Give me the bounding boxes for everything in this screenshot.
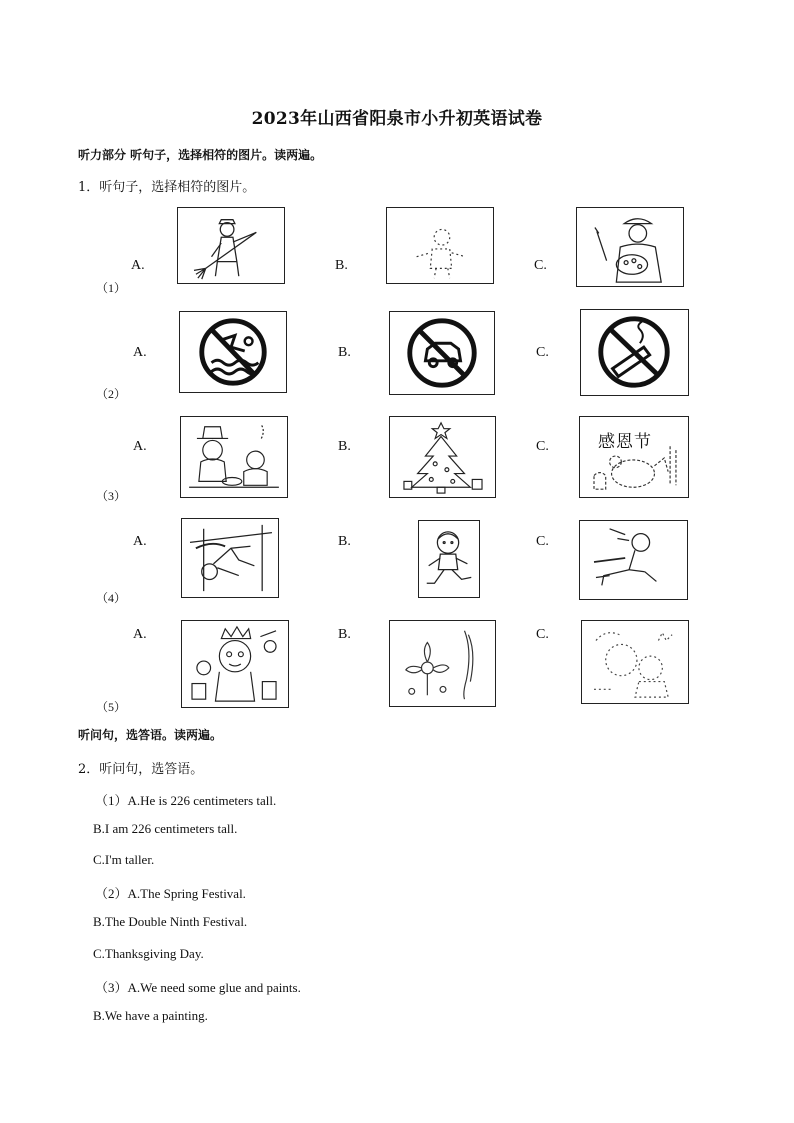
high-jump-illustration xyxy=(182,519,278,597)
picture-christmas-tree[interactable] xyxy=(389,416,496,498)
picture-dotted-figure[interactable] xyxy=(386,207,494,284)
answer-option: C.Thanksgiving Day. xyxy=(93,946,204,961)
answer-option: （3）A.We need some glue and paints. xyxy=(95,980,301,995)
option-letter-a: A. xyxy=(131,258,145,273)
painter-illustration xyxy=(577,208,683,286)
thanksgiving-caption: 感恩节 xyxy=(598,432,652,452)
answer-option: B.I am 226 centimeters tall. xyxy=(93,821,238,836)
option-letter-b: B. xyxy=(335,258,348,273)
answer-option: B.The Double Ninth Festival. xyxy=(93,914,248,929)
row-number: （1） xyxy=(96,281,127,295)
picture-long-jump[interactable] xyxy=(579,520,688,600)
option-letter-b: B. xyxy=(338,439,351,454)
pilgrims-dinner-illustration xyxy=(181,417,287,497)
option-letter-c: C. xyxy=(536,534,549,549)
page-title: 2023年山西省阳泉市小升初英语试卷 xyxy=(251,109,543,129)
no-swimming-sign-icon xyxy=(180,312,286,392)
option-letter-a: A. xyxy=(133,345,147,360)
christmas-tree-illustration xyxy=(390,417,495,497)
option-letter-c: C. xyxy=(536,345,549,360)
no-vehicles-sign-icon xyxy=(390,312,494,394)
picture-no-cars[interactable] xyxy=(389,311,495,395)
answer-option: B.We have a painting. xyxy=(93,1008,208,1023)
flowers-illustration xyxy=(390,621,495,706)
option-letter-b: B. xyxy=(338,627,351,642)
picture-cleaner[interactable] xyxy=(177,207,285,284)
picture-flowers[interactable] xyxy=(389,620,496,707)
answer-option: （2）A.The Spring Festival. xyxy=(95,886,246,901)
running-boy-illustration xyxy=(419,521,479,597)
option-letter-c: C. xyxy=(534,258,547,273)
option-letter-b: B. xyxy=(338,534,351,549)
birthday-girl-illustration xyxy=(182,621,288,707)
dotted-scene-illustration xyxy=(582,621,688,703)
cleaner-sweeping-illustration xyxy=(178,208,284,283)
question-2-heading: 2．听问句，选答语。 xyxy=(78,762,204,777)
long-jump-illustration xyxy=(580,521,687,599)
question-1-heading: 1．听句子，选择相符的图片。 xyxy=(78,180,256,195)
section-listening-heading: 听力部分 听句子，选择相符的图片。读两遍。 xyxy=(78,148,323,162)
picture-birthday-girl[interactable] xyxy=(181,620,289,708)
dotted-figure-illustration xyxy=(387,208,493,283)
section-question-answer-heading: 听问句，选答语。读两遍。 xyxy=(78,728,223,742)
picture-no-smoking[interactable] xyxy=(580,309,689,396)
no-smoking-sign-icon xyxy=(581,310,688,395)
picture-painter[interactable] xyxy=(576,207,684,287)
option-letter-a: A. xyxy=(133,439,147,454)
picture-no-swimming[interactable] xyxy=(179,311,287,393)
option-letter-a: A. xyxy=(133,534,147,549)
option-letter-a: A. xyxy=(133,627,147,642)
option-letter-b: B. xyxy=(338,345,351,360)
row-number: （5） xyxy=(96,700,127,714)
picture-running-boy[interactable] xyxy=(418,520,480,598)
row-number: （4） xyxy=(96,591,127,605)
row-number: （3） xyxy=(96,489,127,503)
option-letter-c: C. xyxy=(536,627,549,642)
answer-option: C.I'm taller. xyxy=(93,852,155,867)
picture-high-jump[interactable] xyxy=(181,518,279,598)
picture-pilgrims-dinner[interactable] xyxy=(180,416,288,498)
row-number: （2） xyxy=(96,387,127,401)
picture-dotted-scene[interactable] xyxy=(581,620,689,704)
option-letter-c: C. xyxy=(536,439,549,454)
picture-thanksgiving[interactable] xyxy=(579,416,689,498)
answer-option: （1）A.He is 226 centimeters tall. xyxy=(95,793,277,808)
